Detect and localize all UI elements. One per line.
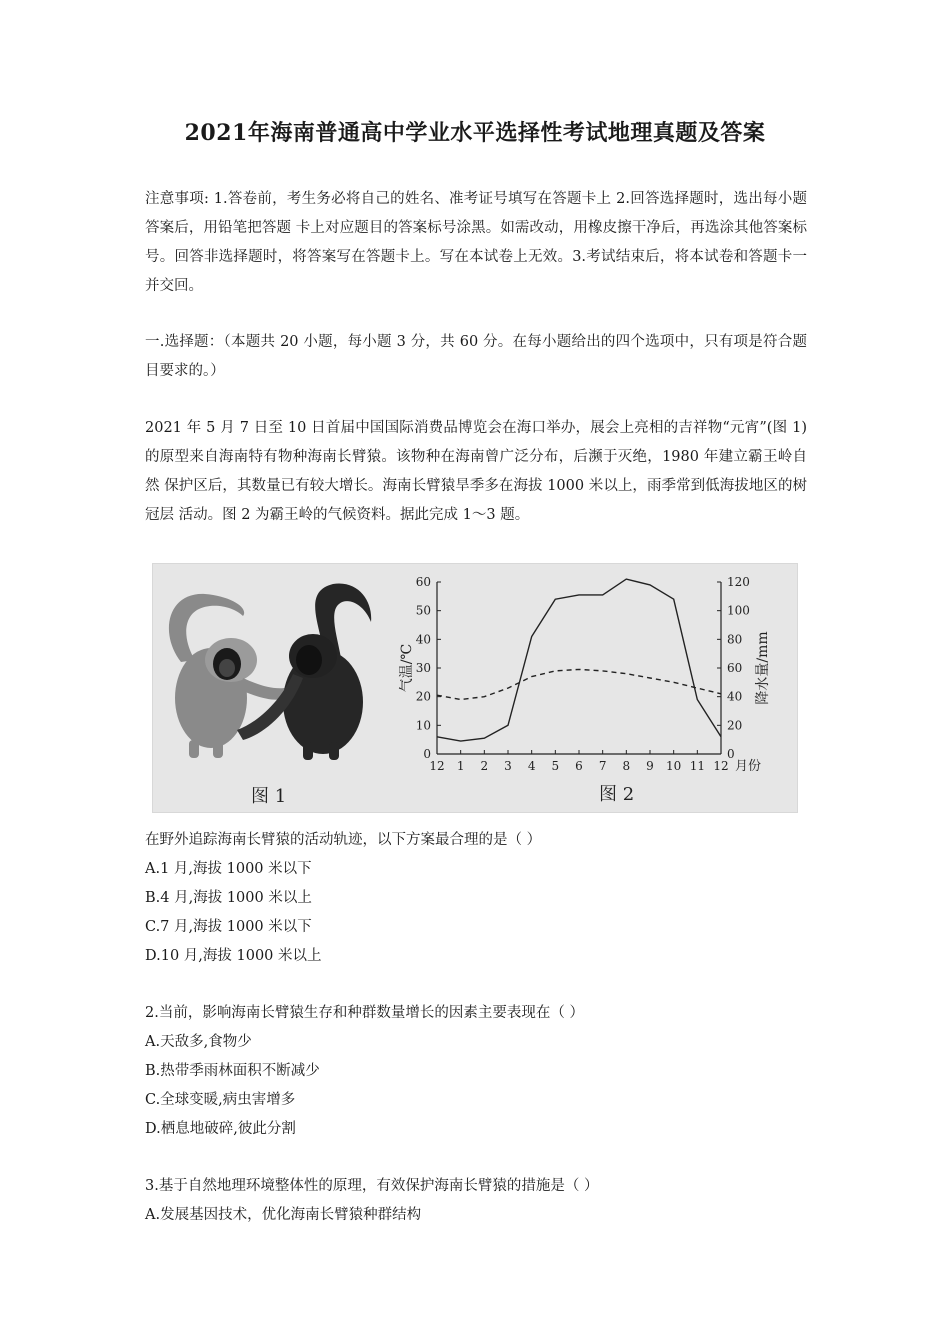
- q2-option-c: C.全球变暖,病虫害增多: [145, 1092, 296, 1108]
- q1-option-b: B.4 月,海拔 1000 米以上: [145, 890, 312, 906]
- figure1-caption: 图 1: [251, 786, 287, 807]
- left-tick-label: 0: [423, 747, 431, 761]
- x-tick-label: 10: [666, 759, 682, 773]
- q1-stem: 在野外追踪海南长臂猿的活动轨迹，以下方案最合理的是（ ）: [145, 832, 542, 848]
- x-tick-label: 8: [622, 759, 631, 773]
- figure-panel: [152, 563, 798, 813]
- left-tick-label: 10: [415, 718, 431, 733]
- right-axis-label: 降水量/mm: [755, 631, 771, 705]
- figure-svg: [153, 564, 797, 812]
- left-tick-label: 60: [415, 575, 431, 589]
- mascot-illustration: [169, 584, 371, 760]
- figure2-caption: 图 2: [599, 784, 635, 805]
- left-tick-label: 20: [415, 689, 431, 704]
- x-tick-label: 7: [598, 759, 607, 773]
- x-tick-label: 1: [456, 759, 465, 773]
- precipitation-line: [437, 579, 721, 741]
- x-tick-label: 12: [713, 759, 729, 773]
- page-title: 2021年海南普通高中学业水平选择性考试地理真题及答案: [184, 120, 766, 146]
- climate-chart: [399, 575, 771, 774]
- right-tick-label: 60: [727, 661, 743, 675]
- q1-option-d: D.10 月,海拔 1000 米以上: [145, 948, 322, 964]
- right-tick-label: 20: [727, 718, 743, 733]
- reading-passage: 2021 年 5 月 7 日至 10 日首届中国国际消费品博览会在海口举办，展会上亮相的吉祥物“元宵”(图 1) 的原型来自海南特有物种海南长臂猿。该物种在海南曾广泛分布，后濒于灭绝，1980 年建立霸王岭自然 保护区后，其数量已有较大增长。海南长臂猿旱季多在海拔 1000 米以上，雨季常到低海拔地区的树冠层 活动。图 2 为霸王岭的气候资料。据此完成 1～3 题。: [145, 420, 807, 523]
- q2-stem: 2.当前，影响海南长臂猿生存和种群数量增长的因素主要表现在（ ）: [145, 1005, 584, 1021]
- right-tick-label: 0: [727, 747, 735, 761]
- exam-notice: 注意事项: 1.答卷前，考生务必将自己的姓名、准考证号填写在答题卡上 2.回答选择题时，选出每小题答案后，用铅笔把答题 卡上对应题目的答案标号涂黑。如需改动，用橡皮擦干净后，再选涂其他答案标号。回答非选择题时，将答案写在答题卡上。写在本试卷上无效。3.考试结束后，将本试卷和答题卡一并交回。: [145, 191, 807, 294]
- q1-option-a: A.1 月,海拔 1000 米以下: [145, 861, 312, 877]
- q2-option-d: D.栖息地破碎,彼此分割: [145, 1121, 296, 1137]
- x-tick-label: 9: [646, 759, 654, 773]
- q2-option-b: B.热带季雨林面积不断减少: [145, 1063, 320, 1079]
- q1-option-c: C.7 月,海拔 1000 米以下: [145, 919, 312, 935]
- right-tick-label: 80: [727, 632, 743, 647]
- section-heading: 一.选择题：（本题共 20 小题，每小题 3 分，共 60 分。在每小题给出的四个选项中，只有项是符合题 目要求的。）: [145, 334, 807, 379]
- q3-option-a: A.发展基因技术，优化海南长臂猿种群结构: [145, 1207, 422, 1223]
- right-tick-label: 100: [727, 603, 750, 618]
- right-tick-label: 40: [727, 689, 743, 704]
- x-tick-label: 12: [429, 759, 445, 773]
- left-tick-label: 40: [415, 632, 431, 647]
- x-tick-label: 11: [689, 759, 705, 773]
- temperature-line: [437, 669, 721, 699]
- q2-option-a: A.天敌多,食物少: [145, 1034, 252, 1050]
- x-axis-label: 月份: [735, 759, 762, 774]
- q3-stem: 3.基于自然地理环境整体性的原理，有效保护海南长臂猿的措施是（ ）: [145, 1178, 599, 1194]
- right-tick-label: 120: [727, 575, 750, 589]
- left-tick-label: 50: [415, 603, 431, 618]
- x-tick-label: 5: [551, 759, 560, 773]
- x-tick-label: 2: [480, 759, 489, 773]
- left-tick-label: 30: [415, 661, 431, 675]
- x-tick-label: 4: [527, 759, 536, 773]
- left-axis-label: 气温/℃: [399, 643, 415, 693]
- x-tick-label: 3: [504, 759, 512, 773]
- x-tick-label: 6: [575, 759, 583, 773]
